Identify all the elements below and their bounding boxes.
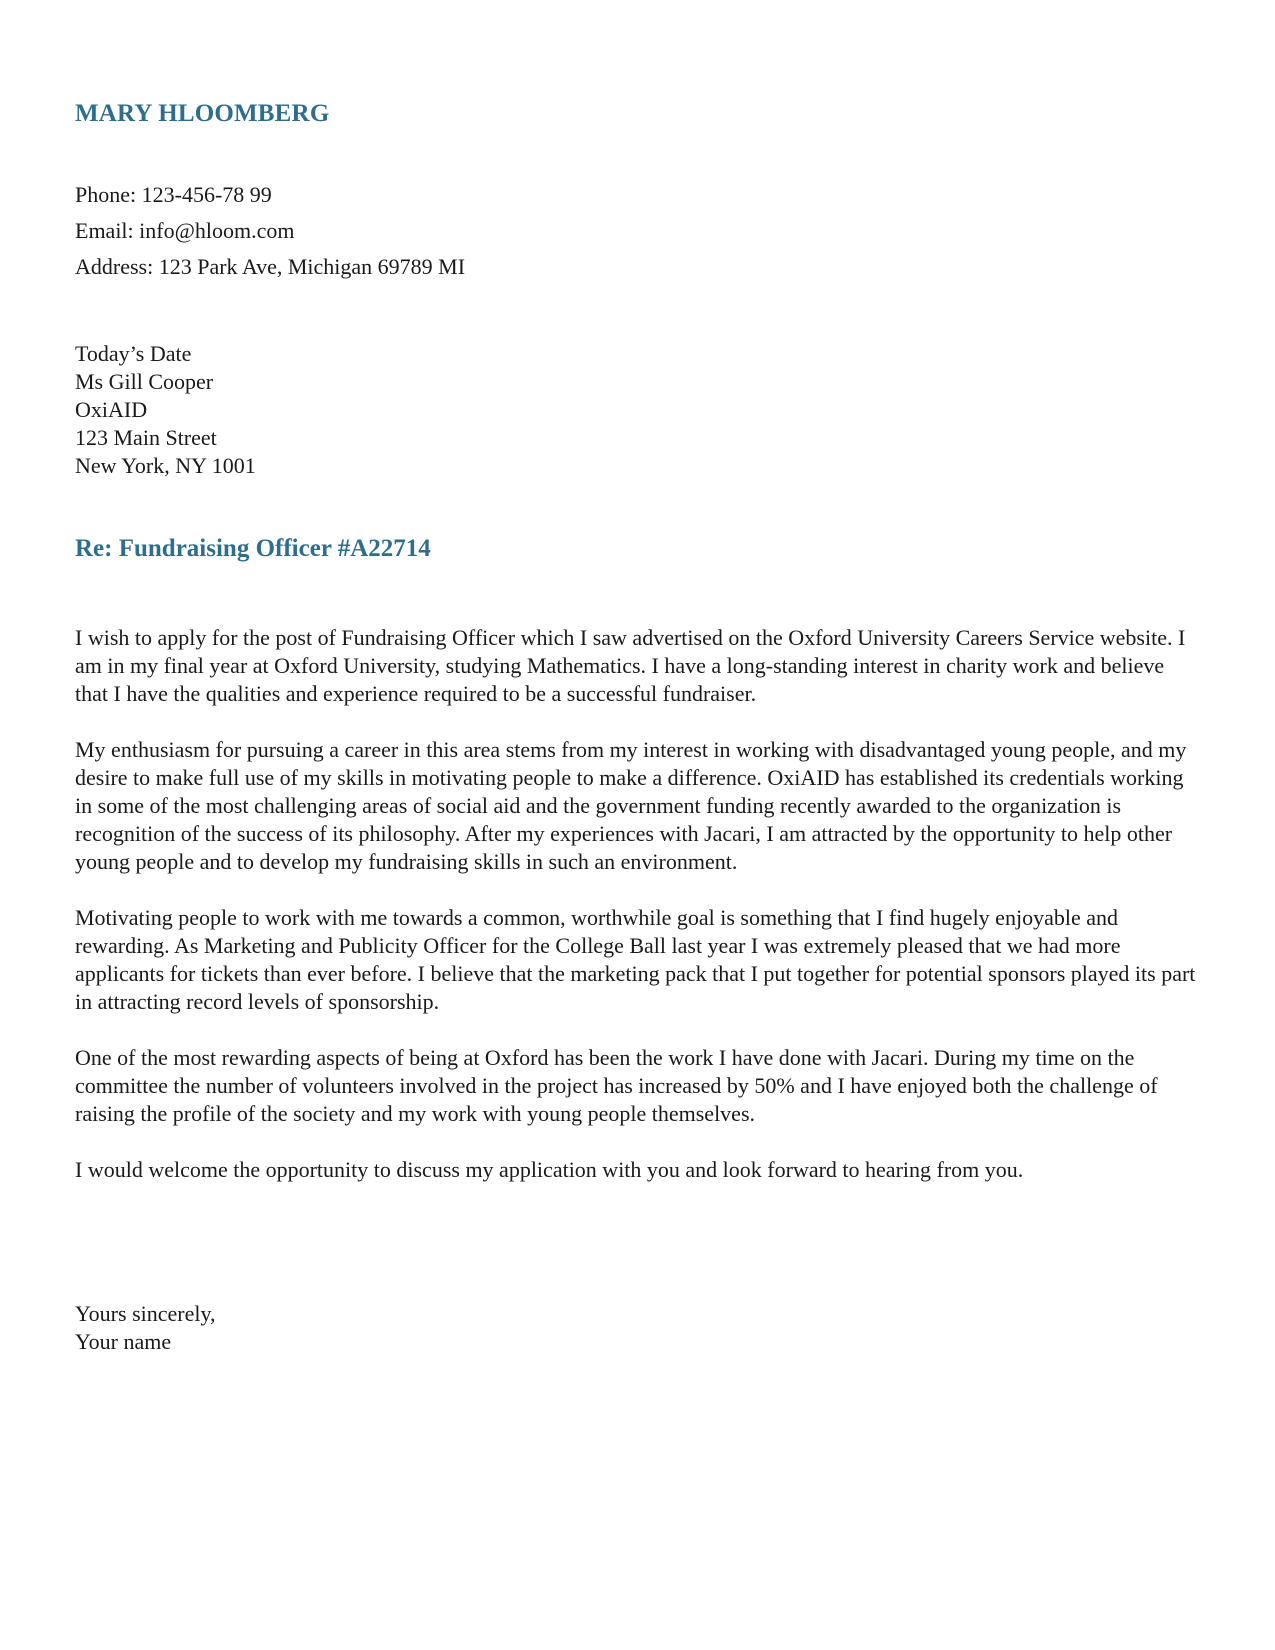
recipient-company: OxiAID (75, 397, 148, 422)
body-paragraph: One of the most rewarding aspects of being at Oxford has been the work I have done with Jacari. During my time on the committee the number of volunteers involved in the project has increased by 50% and I have enjoyed both the challenge of raising the profile of the society and my work with young people themselves. (75, 1045, 1158, 1126)
body-paragraph: My enthusiasm for pursuing a career in this area stems from my interest in working with disadvantaged young people, and my desire to make full use of my skills in motivating people to make a difference. OxiAID has established its credentials working in some of the most challenging areas of social aid and the government funding recently awarded to the organization is recognition of the success of its philosophy. After my experiences with Jacari, I am attracted by the opportunity to help other young people and to develop my fundraising skills in such an environment. (75, 737, 1187, 874)
recipient-name: Ms Gill Cooper (75, 369, 214, 394)
sender-phone: Phone: 123-456-78 99 (75, 182, 272, 207)
recipient-street: 123 Main Street (75, 425, 217, 450)
recipient-city: New York, NY 1001 (75, 453, 256, 478)
closing-salutation: Yours sincerely, (75, 1301, 216, 1326)
body-paragraph: I wish to apply for the post of Fundraising Officer which I saw advertised on the Oxford University Careers Service website. I am in my final year at Oxford University, studying Mathematics. I have a long-standing interest in charity work and believe that I have the qualities and experience required to be a successful fundraiser. (75, 625, 1186, 706)
letter-date: Today’s Date (75, 341, 192, 366)
sender-address: Address: 123 Park Ave, Michigan 69789 MI (75, 254, 466, 279)
body-paragraph: I would welcome the opportunity to discuss my application with you and look forward to hearing from you. (75, 1157, 1024, 1182)
recipient-block (75, 340, 256, 480)
sender-name: MARY HLOOMBERG (75, 100, 330, 127)
body-paragraph: Motivating people to work with me towards a common, worthwhile goal is something that I find hugely enjoyable and rewarding. As Marketing and Publicity Officer for the College Ball last year I was extremely pleased that we had more applicants for tickets than ever before. I believe that the marketing pack that I put together for potential sponsors played its part in attracting record levels of sponsorship. (75, 905, 1196, 1014)
letter-body (75, 624, 1200, 1212)
sender-contact-block (75, 177, 465, 285)
closing-block (75, 1300, 216, 1356)
closing-signature: Your name (75, 1329, 172, 1354)
subject-line: Re: Fundraising Officer #A22714 (75, 535, 431, 562)
sender-email: Email: info@hloom.com (75, 218, 295, 243)
